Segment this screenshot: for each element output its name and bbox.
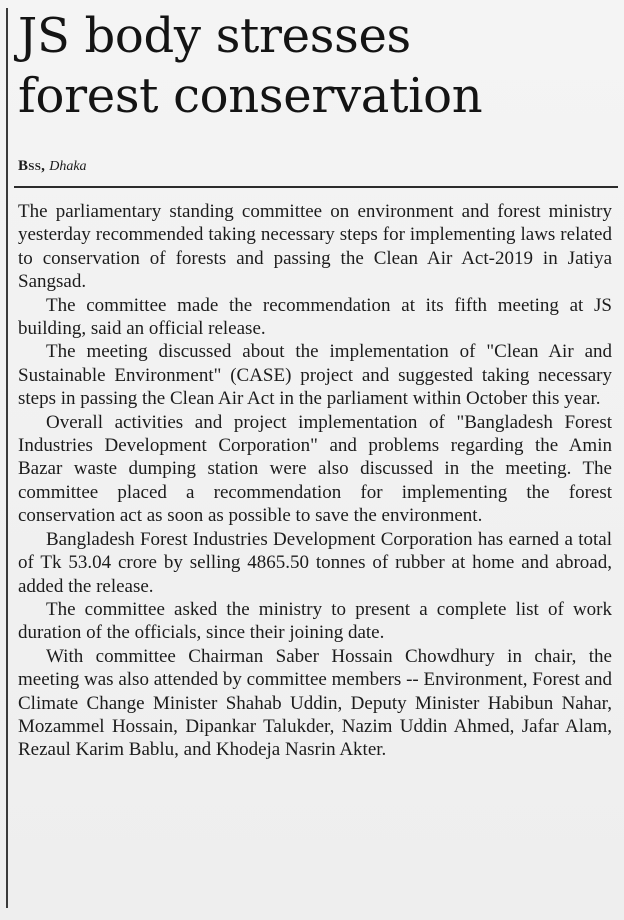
paragraph-4: Overall activities and project implementation of "Bangladesh Forest Industries Development Corporation" and problems regarding the Amin Bazar waste dumping station were also discussed in the meeting. The committee placed a recommendation for implementing the forest conservation act as soon as possible to save the environment. (18, 411, 612, 527)
headline-line-1: JS body stresses (18, 8, 411, 64)
column-rule (6, 8, 8, 908)
byline-place: Dhaka (49, 159, 87, 174)
byline-divider (14, 186, 618, 188)
paragraph-6: The committee asked the ministry to present a complete list of work duration of the officials, since their joining date. (18, 598, 612, 644)
paragraph-2: The committee made the recommendation at its fifth meeting at JS building, said an official release. (18, 294, 612, 340)
paragraph-1: The parliamentary standing committee on environment and forest ministry yesterday recommended taking necessary steps for implementing laws related to conservation of forests and passing the Clean Air Act-2019 in Jatiya Sangsad. (18, 201, 612, 293)
paragraph-5: Bangladesh Forest Industries Development Corporation has earned a total of Tk 53.04 crore by selling 4865.50 tonnes of rubber at home and abroad, added the release. (18, 528, 612, 597)
headline (18, 6, 618, 126)
byline (18, 158, 87, 175)
paragraph-3: The meeting discussed about the implementation of "Clean Air and Sustainable Environment" (CASE) project and suggested taking necessary steps in passing the Clean Air Act in the parliament within October this year. (18, 341, 612, 410)
headline-line-2: forest conservation (18, 68, 483, 124)
article-body (18, 200, 612, 762)
paragraph-7: With committee Chairman Saber Hossain Chowdhury in chair, the meeting was also attended by committee members -- Environment, Forest and Climate Change Minister Shahab Uddin, Deputy Minister Habibun Nahar, Mozammel Hossain, Dipankar Talukder, Nazim Uddin Ahmed, Jafar Alam, Rezaul Karim Bablu, and Khodeja Nasrin Akter. (18, 645, 612, 761)
byline-agency: Bss, (18, 158, 46, 174)
